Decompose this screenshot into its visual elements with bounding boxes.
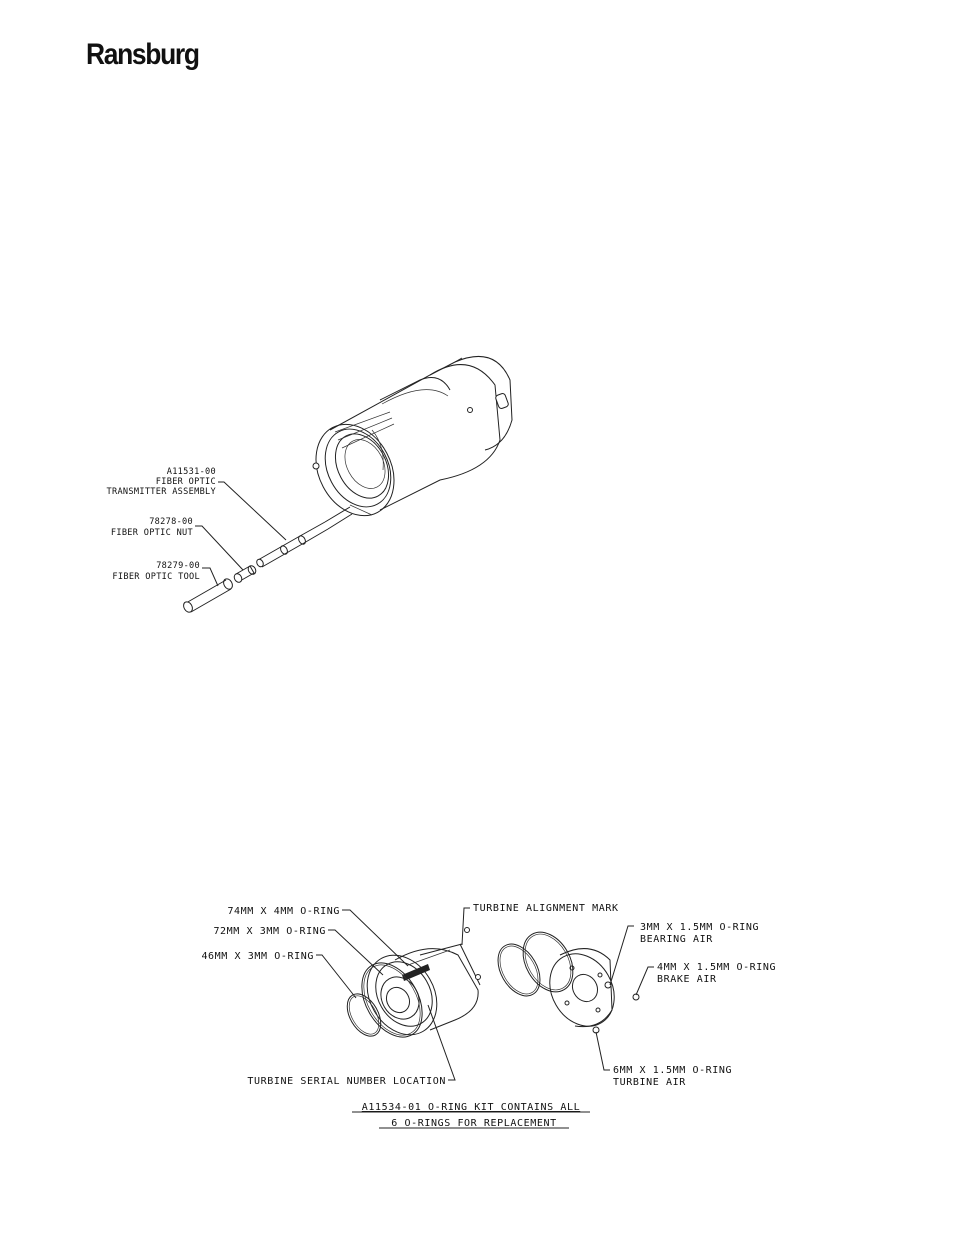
- label-turbine-alignment-mark: TURBINE ALIGNMENT MARK: [473, 903, 619, 914]
- leader-46mm: [316, 955, 356, 998]
- callout-tool-name: FIBER OPTIC TOOL: [112, 572, 200, 582]
- label-4mm-o-ring: 4MM X 1.5MM O-RING: [657, 962, 777, 973]
- callout-tool-part: 78279-00: [156, 561, 200, 571]
- fiber-optic-tool-drawing: [182, 577, 234, 614]
- leader-brake-air: [636, 967, 654, 995]
- leader-transmitter: [218, 482, 286, 540]
- figure2-drawing: [316, 908, 654, 1080]
- label-bearing-air: BEARING AIR: [640, 934, 713, 945]
- leader-74mm: [342, 910, 408, 966]
- callout-nut-name: FIBER OPTIC NUT: [110, 528, 193, 538]
- label-3mm-o-ring: 3MM X 1.5MM O-RING: [640, 922, 760, 933]
- label-72mm-o-ring: 72MM X 3MM O-RING: [213, 926, 326, 937]
- label-46mm-o-ring: 46MM X 3MM O-RING: [201, 951, 314, 962]
- kit-note-line1: A11534-01 O-RING KIT CONTAINS ALL: [361, 1102, 581, 1113]
- label-turbine-serial-number-location: TURBINE SERIAL NUMBER LOCATION: [247, 1076, 446, 1087]
- callout-transmitter-name: FIBER OPTIC: [155, 477, 216, 487]
- figure1-drawing: [182, 356, 512, 613]
- leader-bearing-air: [610, 926, 634, 985]
- label-brake-air: BRAKE AIR: [657, 974, 717, 985]
- callout-transmitter-part: A11531-00: [166, 467, 216, 477]
- label-74mm-o-ring: 74MM X 4MM O-RING: [227, 906, 340, 917]
- leader-tool: [202, 568, 218, 586]
- label-turbine-air: TURBINE AIR: [613, 1077, 686, 1088]
- fiber-optic-transmitter-drawing: [255, 507, 352, 568]
- leader-serial-location: [428, 1005, 455, 1080]
- turbine-front-drawing: [353, 928, 480, 1048]
- turbine-rear-drawing: [489, 923, 639, 1038]
- leader-72mm: [328, 930, 383, 975]
- kit-note-line2: 6 O-RINGS FOR REPLACEMENT: [391, 1118, 557, 1129]
- leader-alignment-mark: [462, 908, 470, 945]
- leader-turbine-air: [596, 1032, 610, 1070]
- callout-nut-part: 78278-00: [149, 517, 193, 527]
- brand-logo: Ransburg: [86, 38, 199, 71]
- fiber-optic-nut-drawing: [233, 564, 258, 583]
- label-6mm-o-ring: 6MM X 1.5MM O-RING: [613, 1065, 733, 1076]
- turbine-housing-drawing: [301, 356, 512, 529]
- callout-transmitter-desc: TRANSMITTER ASSEMBLY: [106, 487, 216, 497]
- leader-nut: [195, 526, 243, 570]
